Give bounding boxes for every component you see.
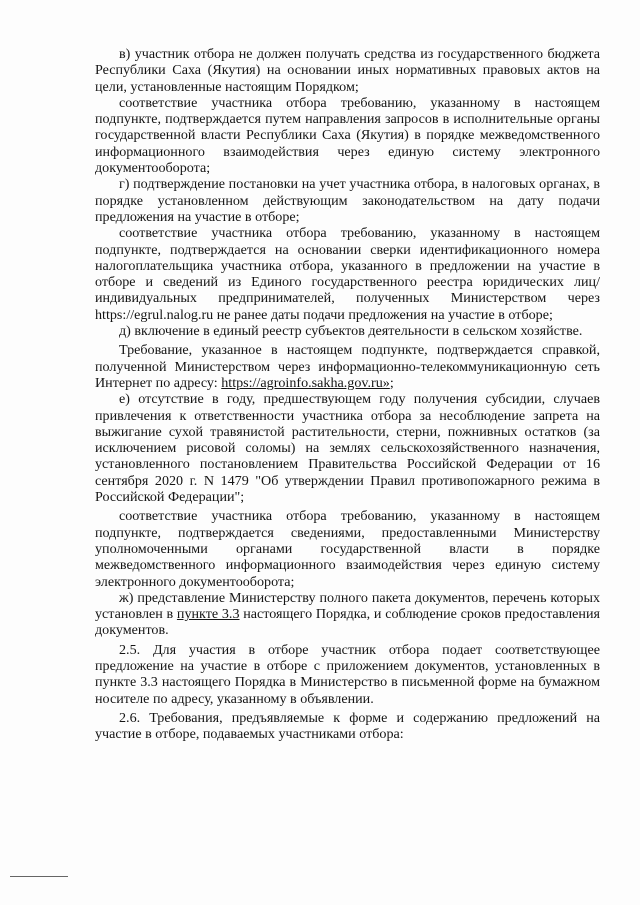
paragraph-d: д) включение в единый реестр субъектов деятельности в сельском хозяйстве. [119,323,583,340]
paragraph-v: в) участник отбора не должен получать средства из государственного бюджета Республики Саха (Якутия) на основании иных нормативных правовых актов на цели, установленные настоящим Порядком; [95,46,600,95]
paragraph-g-compliance: соответствие участника отбора требованию, указанному в настоящем подпункте, подтверждается на основании сверки идентификационного номера налогоплательщика участника отбора, указанного в предложении на участие в отборе и сведений из Единого государственного реестра юридических лиц/индивидуальных предпринимателей, полученных Министерством через https://egrul.nalog.ru не ранее даты подачи предложения на участие в отборе; [95,225,600,323]
section-2-5: 2.5. Для участия в отборе участник отбора подает соответствующее предложение на участие в отборе с приложением документов, установленных в пункте 3.3 настоящего Порядка в Министерство в письменной форме на бумажном носителе по адресу, указанному в объявлении. [95,641,600,707]
clause-3-3-link[interactable]: пункте 3.3 [176,606,240,623]
paragraph-zh-end: настоящего Порядка, и соблюдение сроков предоставления документов. [95,606,600,639]
footnote-divider [10,876,68,877]
paragraph-g: г) подтверждение постановки на учет участника отбора, в налоговых органах, в порядке установленном действующим законодательством на дату подачи предложения на участие в отборе; [95,176,600,225]
paragraph-d-requirement [95,342,600,391]
paragraph-d-requirement-end: ; [389,374,394,391]
agroinfo-link[interactable]: https://agroinfo.sakha.gov.ru» [221,374,390,391]
paragraph-e-compliance: соответствие участника отбора требованию, указанному в настоящем подпункте, подтверждается сведениями, предоставленными Министерству уполномоченными органами государственной власти в порядке межведомственного информационного взаимодействия через единую систему электронного документооборота; [95,508,600,590]
paragraph-zh [95,590,600,639]
paragraph-d-requirement-text: Требование, указанное в настоящем подпункте, подтверждается справкой, полученной Министерством через информационно-телекоммуникационную сеть Интернет по адресу: [95,342,600,391]
section-2-6: 2.6. Требования, предъявляемые к форме и содержанию предложений на участие в отборе, подаваемых участниками отбора: [95,709,600,743]
document-body [95,46,600,742]
paragraph-zh-text: ж) представление Министерству полного пакета документов, перечень которых установлен в [95,589,600,623]
paragraph-e: е) отсутствие в году, предшествующем году получения субсидии, случаев привлечения к ответственности участника отбора за несоблюдение запрета на выжигание сухой травянистой растительности, стерни, пожнивных остатков (за исключением рисовой соломы) на землях сельскохозяйственного назначения, установленного постановлением Правительства Российской Федерации от 16 сентября 2020 г. N 1479 "Об утверждении Правил противопожарного режима в Российской Федерации"; [95,391,600,506]
paragraph-v-compliance: соответствие участника отбора требованию, указанному в настоящем подпункте, подтверждается путем направления запросов в исполнительные органы государственной власти Республики Саха (Якутия) в порядке межведомственного информационного взаимодействия через единую систему электронного документооборота; [95,94,600,177]
